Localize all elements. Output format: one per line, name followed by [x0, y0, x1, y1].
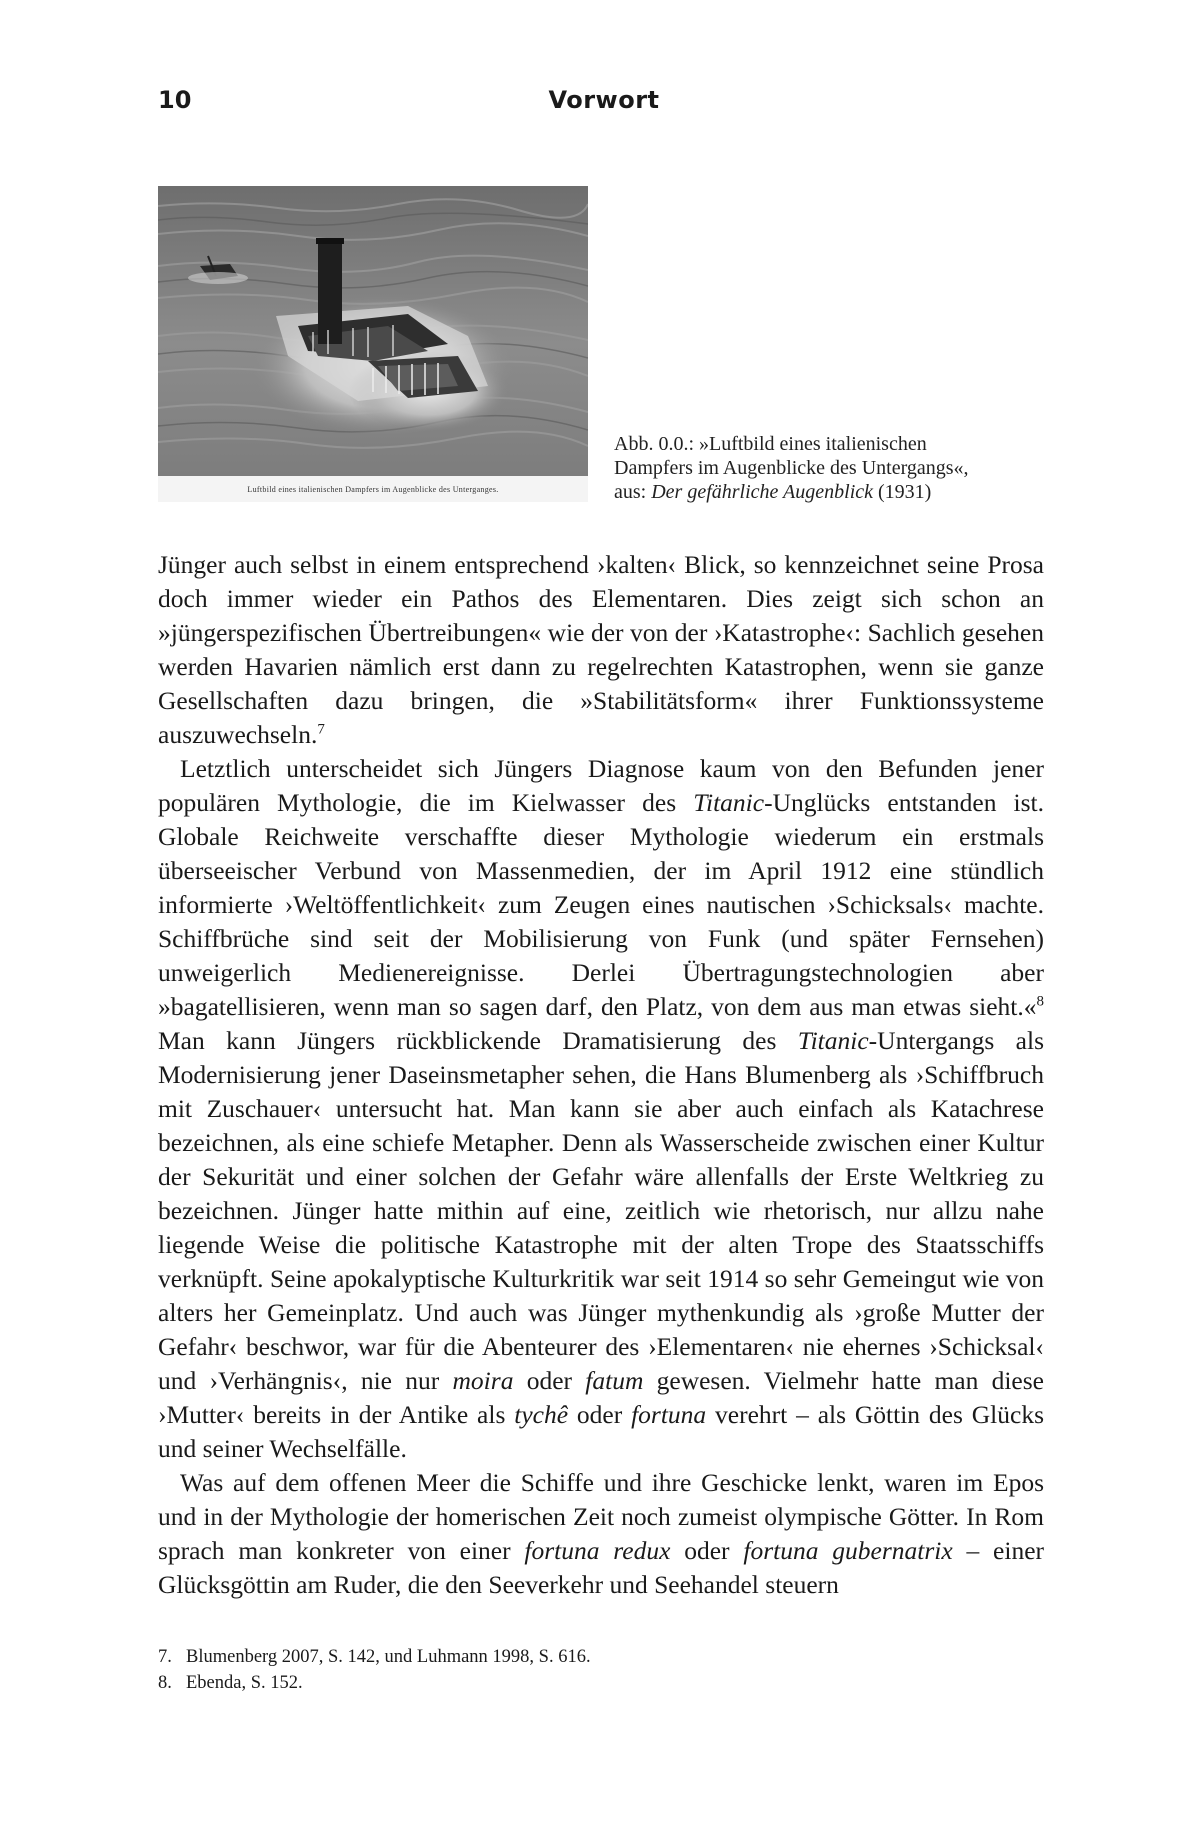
- paragraph-text: -Unglücks entstanden ist. Globale Reichweite verschaffte dieser Mythologie wiederum ein erstmals überseeischer Verbund von Massenmedien, der im April 1912 eine stündlich informierte ›Weltöffentlichkeit‹ zum Zeugen eines nautischen ›Schicksals‹ machte. Schiffbrüche sind seit der Mobilisierung von Funk (und später Fernsehen) unweigerlich Medienereignisse. Derlei Übertragungstechnologien aber »bagatellisieren, wenn man so sagen darf, den Platz, von dem aus man etwas sieht.«: [158, 788, 1044, 1021]
- figure-caption: [614, 432, 1014, 504]
- italic-term: Titanic: [693, 788, 765, 817]
- paragraph-text: oder: [513, 1366, 586, 1395]
- footnote: [158, 1644, 1044, 1670]
- paragraph-text: -Untergangs als Modernisierung jener Daseinsmetapher sehen, die Hans Blumenberg als ›Schiffbruch mit Zuschauer‹ untersucht hat. Man kann sie aber auch einfach als Katachrese bezeichnen, als eine schiefe Metapher. Denn als Wasserscheide zwischen einer Kultur der Sekurität und einer solchen der Gefahr wäre allenfalls der Erste Weltkrieg zu bezeichnen. Jünger hatte mithin auf eine, zeitlich wie rhetorisch, nur allzu nahe liegende Weise die politische Katastrophe mit der alten Trope des Staatsschiffs verknüpft. Seine apokalyptische Kulturkritik war seit 1914 so sehr Gemeingut wie von alters her Gemeinplatz. Und auch was Jünger mythenkundig als ›große Mutter der Gefahr‹ beschwor, war für die Abenteurer des ›Elementaren‹ nie ehernes ›Schicksal‹ und ›Verhängnis‹, nie nur: [158, 1026, 1044, 1395]
- paragraph-1: [158, 548, 1044, 752]
- paragraph-text: gewesen. Vielmehr hatte man diese ›Mutter‹ bereits in der Antike als: [158, 1366, 1044, 1429]
- paragraph-text: verehrt – als Göttin des Glücks und seiner Wechselfälle.: [158, 1400, 1044, 1463]
- footnotes: [158, 1644, 1044, 1696]
- caption-source-title: Der gefährliche Augenblick: [651, 481, 874, 503]
- italic-term: tychê: [514, 1400, 569, 1429]
- italic-term: fortuna: [631, 1400, 707, 1429]
- caption-line: Dampfers im Augenblicke des Untergangs«,: [614, 457, 969, 479]
- caption-source-prefix: aus:: [614, 481, 652, 503]
- footnote-ref-7: 7: [317, 721, 325, 738]
- paragraph-text: Man kann Jüngers rückblickende Dramatisierung des: [158, 1026, 798, 1055]
- shipwreck-photo-drawing: [158, 186, 588, 502]
- paragraph-text: oder: [670, 1536, 744, 1565]
- shipwreck-photo: [158, 186, 588, 502]
- footnote-text: Ebenda, S. 152.: [186, 1673, 303, 1693]
- paragraph-text: Letztlich unterscheidet sich Jüngers Diagnose kaum von den Befunden jener populären Mythologie, die im Kielwasser des: [158, 754, 1044, 817]
- italic-term: fortuna redux: [524, 1536, 671, 1565]
- running-head: [158, 86, 1050, 126]
- footnote-number: 8.: [158, 1673, 172, 1693]
- footnote-number: 7.: [158, 1647, 172, 1667]
- footnote-ref-8: 8: [1036, 993, 1044, 1010]
- footnote-text: Blumenberg 2007, S. 142, und Luhmann 1998, S. 616.: [186, 1647, 591, 1667]
- body-text: [158, 548, 1044, 1602]
- italic-term: Titanic: [797, 1026, 869, 1055]
- paragraph-text: oder: [568, 1400, 632, 1429]
- photo-inner-caption: Luftbild eines italienischen Dampfers im Augenblicke des Unterganges.: [247, 485, 499, 494]
- paragraph-2: [158, 752, 1044, 1466]
- italic-term: moira: [452, 1366, 514, 1395]
- caption-source-year: (1931): [873, 481, 932, 503]
- paragraph-text: Was auf dem offenen Meer die Schiffe und ihre Geschicke lenkt, waren im Epos und in der Mythologie der homerischen Zeit noch zumeist olympische Götter. In Rom sprach man konkreter von einer: [158, 1468, 1044, 1565]
- paragraph-3: [158, 1466, 1044, 1602]
- italic-term: fatum: [585, 1366, 644, 1395]
- footnote: [158, 1670, 1044, 1696]
- paragraph-text: Jünger auch selbst in einem entsprechend ›kalten‹ Blick, so kennzeichnet seine Prosa doch immer wieder ein Pathos des Elementaren. Dies zeigt sich schon an »jüngerspezifischen Übertreibungen« wie der von der ›Katastrophe‹: Sachlich gesehen werden Havarien nämlich erst dann zu regelrechten Katastrophen, wenn sie ganze Gesellschaften dazu bringen, die »Stabilitätsform« ihrer Funktionssysteme auszuwechseln.: [158, 550, 1044, 749]
- running-title: Vorwort: [548, 86, 660, 114]
- italic-term: fortuna gubernatrix: [743, 1536, 953, 1565]
- page-number: 10: [158, 86, 192, 114]
- caption-line: Abb. 0.0.: »Luftbild eines italienischen: [614, 433, 927, 455]
- caption-line: [614, 480, 1014, 504]
- paragraph-text: – einer Glücksgöttin am Ruder, die den Seeverkehr und Seehandel steuern: [158, 1536, 1044, 1599]
